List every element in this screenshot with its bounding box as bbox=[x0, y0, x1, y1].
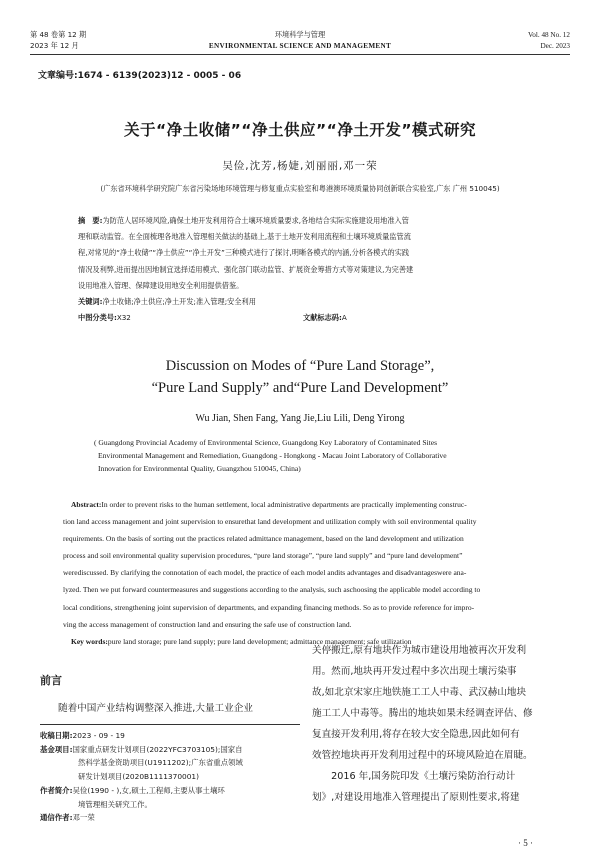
footnote-text: 国家重点研发计划项目(2022YFC3703105);国家自 bbox=[72, 744, 243, 754]
right-column bbox=[312, 640, 562, 808]
doc-code-label: 文献标志码: bbox=[303, 313, 342, 323]
keywords-cn-label: 关键词: bbox=[78, 297, 103, 307]
body-line: 2016 年,国务院印发《土壤污染防治行动计 bbox=[312, 771, 516, 782]
footnote-label: 收稿日期: bbox=[40, 731, 73, 740]
authors-cn: 吴俭,沈芳,杨婕,刘丽丽,邓一荣 bbox=[222, 160, 378, 172]
clc-label: 中图分类号: bbox=[78, 313, 117, 323]
abstract-cn-line: 情况及利弊,进而提出因地制宜选择适用模式、强化部门联动监管、扩展资金筹措方式等对策建议,为完善建 bbox=[78, 264, 414, 274]
header-journal-en: ENVIRONMENTAL SCIENCE AND MANAGEMENT bbox=[208, 42, 392, 50]
header-rule bbox=[30, 54, 570, 55]
clc-value: X32 bbox=[116, 313, 131, 323]
body-line: 划》,对建设用地准入管理提出了原则性要求,将建 bbox=[312, 792, 520, 803]
footnote-label: 基金项目: bbox=[40, 744, 73, 754]
header-volume-en: Vol. 48 No. 12 bbox=[528, 31, 570, 39]
affiliation-en bbox=[94, 436, 447, 475]
footnote-text: 研发计划项目(2020B1111370001) bbox=[78, 772, 200, 782]
title-en bbox=[0, 355, 600, 399]
header-volume: 第 48 卷第 12 期 bbox=[30, 30, 87, 39]
body-line: 复直接开发利用,将存在较大安全隐患,因此如何有 bbox=[312, 729, 520, 740]
abstract-en-line: process and soil environmental quality supervision procedures, “pure land storage”, “pure land supply” and “pure land development” bbox=[63, 551, 463, 561]
doc-code-value: A bbox=[341, 313, 347, 323]
title-en-line1: Discussion on Modes of “Pure Land Storage”, bbox=[165, 358, 435, 374]
affiliation-en-line: ( Guangdong Provincial Academy of Environmental Science, Guangdong Key Laboratory of Contaminated Sites bbox=[94, 438, 438, 447]
intro-text: 随着中国产业结构调整深入推进,大量工业企业 bbox=[58, 703, 253, 714]
abstract-en-line: werediscussed. By clarifying the connotation of each model, the practice of each model andits advantages and disadvantageswere ana- bbox=[63, 568, 467, 578]
body-line: 施工工人中毒等。腾出的地块如果未经调查评估、修 bbox=[312, 708, 533, 719]
footnote-text: 邓一荣 bbox=[72, 813, 95, 823]
footnote-rule bbox=[40, 724, 300, 725]
body-line: 效管控地块再开发利用过程中的环境风险迫在眉睫。 bbox=[312, 750, 533, 761]
footnote-text: 2023 - 09 - 19 bbox=[72, 731, 125, 740]
abstract-en-line: requirements. On the basis of sorting out the practices related admittance management, based on the land development and utilization bbox=[63, 534, 464, 544]
page-title: 关于“净土收储”“净土供应”“净土开发”模式研究 bbox=[123, 121, 477, 139]
keywords-en: pure land storage; pure land supply; pure land development; admittance management; safe utilization bbox=[107, 636, 412, 646]
body-line: 用。然而,地块再开发过程中多次出现土壤污染事 bbox=[312, 666, 517, 677]
header-date: 2023 年 12 月 bbox=[30, 41, 79, 50]
abstract-cn-line: 为防范人居环境风险,确保土地开发利用符合土壤环境质量要求,各地结合实际实施建设用地准入管 bbox=[102, 216, 409, 225]
title-en-line2: “Pure Land Supply” and“Pure Land Development” bbox=[151, 380, 449, 396]
footnote-text: 然科学基金资助项目(U1911202);广东省重点领域 bbox=[78, 758, 243, 768]
footnote-text: 吴俭(1990 - ),女,硕士,工程师,主要从事土壤环 bbox=[72, 785, 225, 795]
affiliation-en-line: Environmental Management and Remediation, Guangdong - Hongkong - Macau Joint Laboratory of Collaborative bbox=[98, 451, 447, 460]
page-number: · 5 · bbox=[518, 838, 533, 848]
affiliation-en-line: Innovation for Environmental Quality, Guangzhou 510045, China) bbox=[98, 464, 301, 473]
abstract-en-line: ving the access management of construction land and ensuring the safe use of construction land. bbox=[63, 619, 352, 629]
section-heading-intro: 前言 bbox=[40, 674, 62, 687]
abstract-cn-line: 程,对常见的“净土收储”“净土供应”“净土开发”三种模式进行了探讨,明晰各模式的内涵,分析各模式的实践 bbox=[78, 248, 410, 258]
header-journal-cn: 环境科学与管理 bbox=[274, 30, 326, 39]
abstract-en-line: tion land access management and joint supervision to ensurethat land development and utilization comply with soil environmental quality bbox=[63, 517, 477, 527]
abstract-en-line: local conditions, strengthening joint supervision of departments, and expanding financing methods. So as to provide reference for impro- bbox=[63, 602, 475, 612]
abstract-cn bbox=[78, 213, 542, 326]
abstract-en-line: lyzed. Then we put forward countermeasures and suggestions according to the analysis, such aschoosing the applicable model according to bbox=[63, 585, 481, 595]
footnote-label: 作者简介: bbox=[40, 785, 73, 795]
abstract-cn-line: 设用地准入管理、保障建设用地安全利用提供借鉴。 bbox=[78, 280, 244, 290]
footnotes bbox=[40, 729, 302, 825]
abstract-cn-line: 理和联动监管。在全面梳理各地准入管理相关做法的基础上,基于土地开发利用流程和土壤环境质量监管流 bbox=[78, 232, 411, 242]
footnote-label: 通信作者: bbox=[40, 813, 73, 823]
abstract-en-line: In order to prevent risks to the human settlement, local administrative departments are practically implementing construc- bbox=[101, 500, 467, 509]
article-number: 文章编号:1674 - 6139(2023)12 - 0005 - 06 bbox=[38, 71, 242, 81]
authors-en: Wu Jian, Shen Fang, Yang Jie,Liu Lili, Deng Yirong bbox=[195, 413, 405, 424]
body-line: 关停搬迁,原有地块作为城市建设用地被再次开发利 bbox=[312, 645, 527, 656]
keywords-en-label: Key words: bbox=[71, 636, 108, 646]
keywords-cn: 净土收储;净土供应;净土开发;准入管理;安全利用 bbox=[102, 297, 256, 307]
abstract-en bbox=[63, 496, 553, 650]
abstract-cn-label: 摘 要: bbox=[78, 216, 103, 225]
header-date-en: Dec. 2023 bbox=[540, 42, 570, 50]
footnote-text: 境管理相关研究工作。 bbox=[78, 799, 152, 809]
abstract-en-label: Abstract: bbox=[71, 500, 102, 509]
body-line: 故,如北京宋家庄地铁施工工人中毒、武汉赫山地块 bbox=[312, 687, 527, 698]
affiliation-cn: (广东省环境科学研究院广东省污染场地环境管理与修复重点实验室和粤港澳环境质量协同创新联合实验室,广东 广州 510045) bbox=[100, 184, 500, 193]
